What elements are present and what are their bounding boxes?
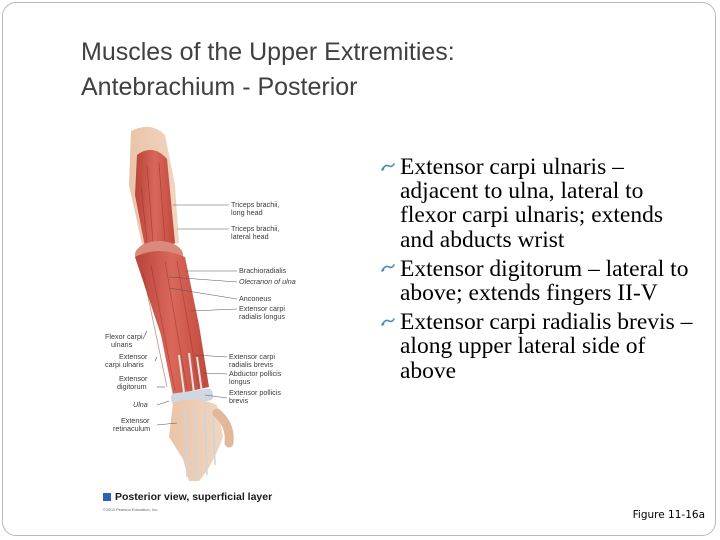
bullet-list xyxy=(381,155,701,388)
label-ecrb-2: radialis brevis xyxy=(229,360,273,369)
label-triceps-lateral-2: lateral head xyxy=(231,232,269,241)
bullet-text: Extensor carpi ulnaris – adjacent to ulna, lateral to flexor carpi ulnaris; extends and abducts wrist xyxy=(400,154,663,253)
label-ecrb-1: Extensor carpi xyxy=(229,352,275,361)
label-ulna: Ulna xyxy=(133,400,148,409)
figure-reference: Figure 11-16a xyxy=(632,509,705,521)
label-apl-1: Abductor pollicis xyxy=(229,369,282,378)
flourish-bullet-icon xyxy=(381,257,400,281)
label-triceps-lateral-1: Triceps brachii, xyxy=(231,224,280,233)
label-ecrl-2: radialis longus xyxy=(239,312,285,321)
anatomy-figure xyxy=(103,125,313,520)
caption-square-icon xyxy=(103,493,111,501)
figure-copyright: ©2003 Pearson Education, Inc. xyxy=(103,507,159,512)
label-ecu-2: carpi ulnaris xyxy=(105,360,144,369)
label-ed-1: Extensor xyxy=(119,374,148,383)
label-ecu-1: Extensor xyxy=(119,352,148,361)
label-retinaculum-1: Extensor xyxy=(121,416,150,425)
bullet-item xyxy=(381,310,701,383)
slide xyxy=(2,2,716,536)
flourish-bullet-icon xyxy=(381,310,400,334)
label-apl-2: longus xyxy=(229,377,251,386)
label-anconeus: Anconeus xyxy=(239,294,271,303)
label-brachioradialis: Brachioradialis xyxy=(239,266,287,275)
label-retinaculum-2: retinaculum xyxy=(113,424,151,433)
label-triceps-long-2: long head xyxy=(231,208,263,217)
title-line-2: Antebrachium - Posterior xyxy=(81,73,358,101)
bullet-text: Extensor carpi radialis brevis – along upper lateral side of above xyxy=(400,309,693,384)
label-epb-1: Extensor pollicis xyxy=(229,388,281,397)
label-ed-2: digitorum xyxy=(117,382,147,391)
flourish-bullet-icon xyxy=(381,155,400,179)
arm-illustration xyxy=(103,125,313,485)
label-fcu-1: Flexor carpi xyxy=(105,332,143,341)
label-olecranon: Olecranon of ulna xyxy=(239,277,296,286)
bullet-text: Extensor digitorum – lateral to above; extends fingers II-V xyxy=(400,255,689,307)
caption-text: Posterior view, superficial layer xyxy=(115,491,273,503)
label-epb-2: brevis xyxy=(229,396,249,405)
bullet-item xyxy=(381,155,701,252)
label-fcu-2: ulnaris xyxy=(111,340,133,349)
bullet-item xyxy=(381,257,701,305)
label-triceps-long-1: Triceps brachii, xyxy=(231,200,280,209)
label-ecrl-1: Extensor carpi xyxy=(239,304,285,313)
slide-title xyxy=(81,35,641,105)
figure-caption xyxy=(103,491,272,503)
title-line-1: Muscles of the Upper Extremities: xyxy=(81,38,455,66)
